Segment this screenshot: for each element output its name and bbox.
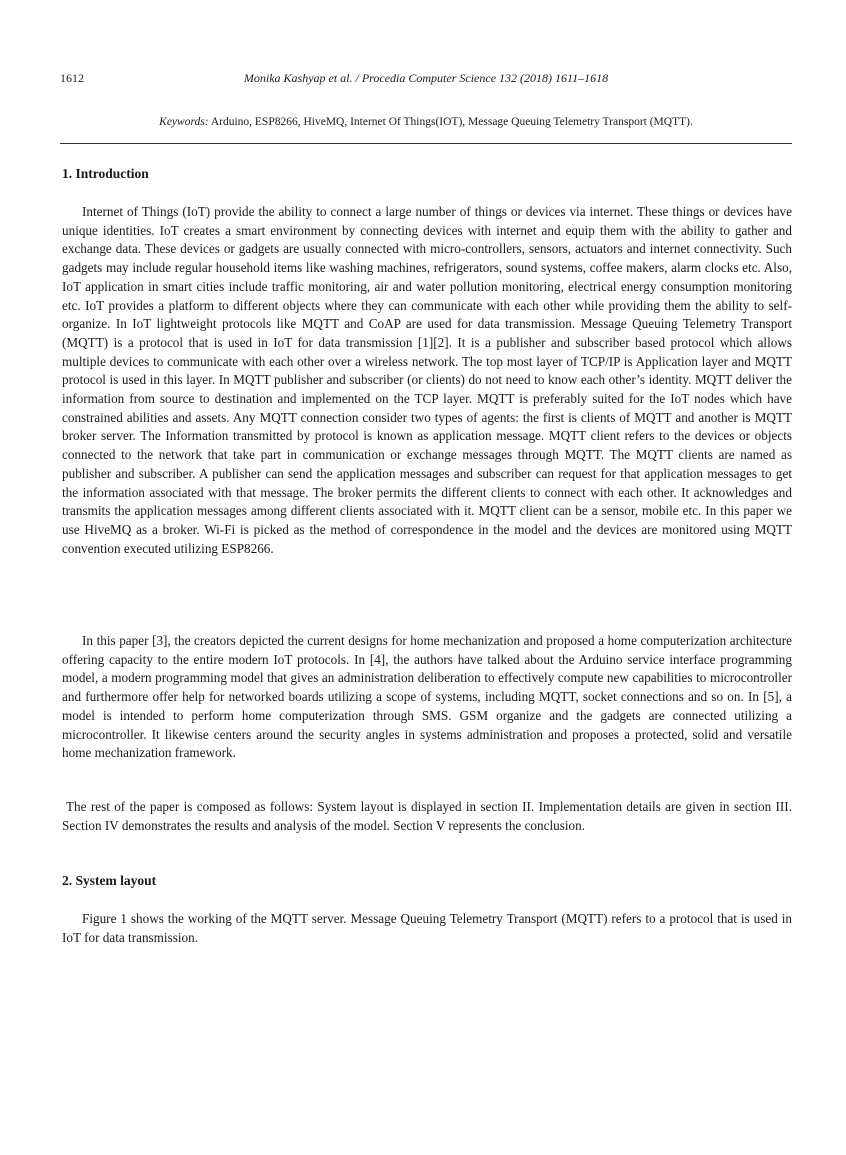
paragraph-system-layout-1: Figure 1 shows the working of the MQTT server. Message Queuing Telemetry Transport (MQTT) refers to a protocol that is used in IoT for data transmission. (62, 911, 792, 945)
separator-rule (60, 143, 792, 144)
keywords-text: Arduino, ESP8266, HiveMQ, Internet Of Things(IOT), Message Queuing Telemetry Transport (MQTT). (210, 116, 693, 128)
keywords (60, 114, 792, 130)
keywords-label: Keywords: (159, 116, 209, 128)
paragraph-intro-3: The rest of the paper is composed as follows: System layout is displayed in section II. Implementation details are given in section III. Section IV demonstrates the results and analysis of the model. Section V represents the conclusion. (62, 799, 792, 833)
page-number: 1612 (60, 71, 84, 85)
page-header (60, 70, 792, 86)
running-head: Monika Kashyap et al. / Procedia Computer Science 132 (2018) 1611–1618 (243, 71, 609, 85)
section-heading-system-layout: 2. System layout (62, 873, 157, 888)
section-heading-introduction: 1. Introduction (62, 166, 149, 181)
paragraph-intro-1: Internet of Things (IoT) provide the ability to connect a large number of things or devices via internet. These things or devices have unique identities. IoT creates a smart environment by connecting devices with internet and equip them with the ability to gather and exchange data. These devices or gadgets are usually connected with micro-controllers, sensors, actuators and internet connectivity. Such gadgets may include regular household items like washing machines, refrigerators, sound systems, coffee makers, alarm clocks etc. Also, IoT application in smart cities include traffic monitoring, air and water pollution monitoring, electrical energy consumption monitoring etc. IoT provides a platform to different objects where they can communicate with each other while providing them the ability to self-organize. In IoT lightweight protocols like MQTT and CoAP are used for data transmission. Message Queuing Telemetry Transport (MQTT) is a protocol that is used in IoT for data transmission [1][2]. It is a publisher and subscriber based protocol which allows multiple devices to communicate with each other over a wireless network. The top most layer of TCP/IP is Application layer and MQTT protocol is used in this layer. In MQTT publisher and subscriber (or clients) do not need to know each other’s identity. MQTT deliver the information from source to destination and implemented on the TCP layer. MQTT is preferably suited for the IoT nodes which have constrained abilities and assets. Any MQTT connection consider two types of agents: the first is clients of MQTT and another is MQTT broker server. The Information transmitted by protocol is known as application message. MQTT client refers to the devices or objects connected to the network that take part in communication or exchange messages through MQTT. The MQTT clients are named as publisher and subscriber. A publisher can send the application messages and subscriber can request for that application messages to get the information associated with that message. The broker permits the different clients to connect with each other. It acknowledges and transmits the application messages among different clients associated with it. MQTT client can be a sensor, mobile etc. In this paper we use HiveMQ as a broker. Wi-Fi is picked as the method of correspondence in the model and the devices are monitored using MQTT convention executed utilizing ESP8266. (62, 204, 792, 556)
paragraph-intro-2: In this paper [3], the creators depicted the current designs for home mechanization and proposed a home computerization architecture offering capacity to the entire modern IoT protocols. In [4], the authors have talked about the Arduino service interface programming model, a modern programming model that gives an administration deliberation to effectively compute new capabilities to microcontroller and furthermore offer help for networked boards utilizing a scope of systems, including MQTT, socket connections and so on. In [5], a model is intended to perform home computerization through SMS. GSM organize and the gadgets are connected utilizing a microcontroller. It likewise centers around the security angles in systems administration and proposes a protected, solid and versatile home mechanization framework. (62, 633, 792, 761)
